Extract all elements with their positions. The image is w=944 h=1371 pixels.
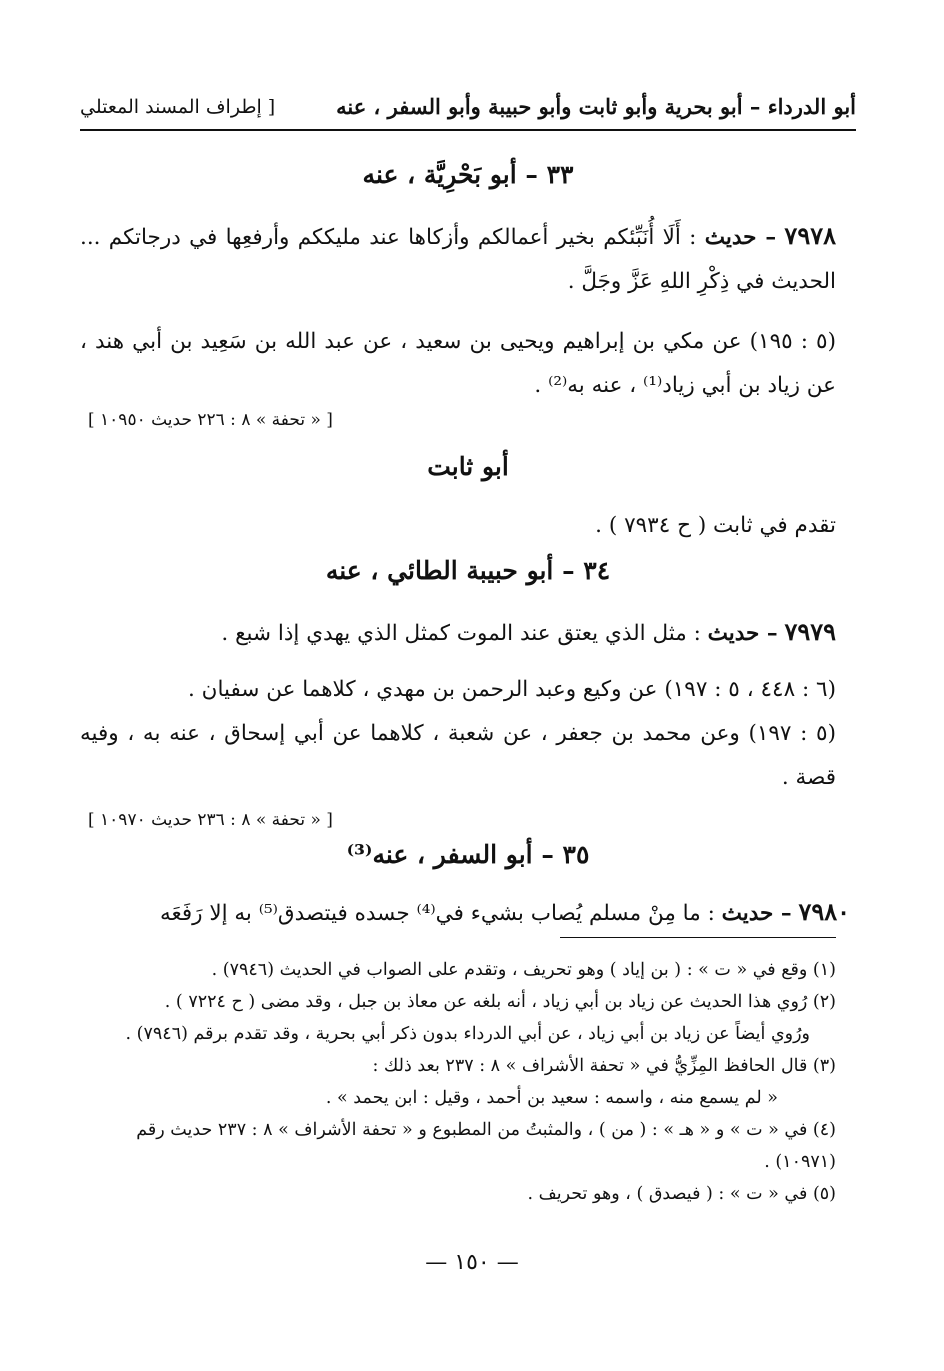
footnote-4: (٤) في « ت » و « هـ » : ( من ) ، والمثبتُ من المطبوع و « تحفة الأشراف » ٨ : ٢٣٧ حديث رقم (١٠٩٧١) . [136,1120,836,1172]
hadith-7980: ٧٩٨٠ – حديث : ما مِنْ مسلم يُصاب بشيء في⁽⁴⁾ جسده فيتصدق⁽⁵⁾ به إلا رَفَعَه [159,897,850,926]
book-title: [ إطراف المسند المعتلي [80,96,276,118]
footnotes [88,954,836,1210]
cross-reference-note: تقدم في ثابت ( ح ٧٩٣٤ ) . [595,513,836,538]
section-title-abu-thabit: أبو ثابت [427,452,509,481]
footnote-2-continued: ورُوي أيضاً عن زياد بن أبي زياد ، عن أبي الدرداء بدون ذكر أبي بحرية ، وقد تقدم برقم (٧٩٤٦) . [125,1024,810,1044]
header-rule [80,129,856,131]
footnote-rule [560,937,836,938]
section-title-33: ٣٣ – أبو بَحْرِيَّة ، عنه [362,160,574,189]
footnote-1: (١) وقع في « ت » : ( بن إياد ) وهو تحريف ، وتقدم على الصواب في الحديث (٧٩٤٦) . [211,960,836,980]
hadith-number: ٧٩٧٨ [784,221,836,250]
hadith-text: : أَلَا أُنَبِّئكم بخير أعمالكم وأزكاها عند مليككم وأرفعِها في درجاتكم ... الحديث في ذِكْرِ اللهِ عَزَّ وجَلَّ . [80,225,836,294]
footnote-5: (٥) في « ت » : ( فيصدق ) ، وهو تحريف . [527,1184,836,1204]
footnote-3: (٣) قال الحافظ المِزِّيُّ في « تحفة الأشراف » ٨ : ٢٣٧ بعد ذلك : [372,1056,836,1076]
footnote-3-quote: « لم يسمع منه ، واسمه : سعيد بن أحمد ، وقيل : ابن يحمد » . [325,1088,778,1108]
hadith-text: : مثل الذي يعتق عند الموت كمثل الذي يهدي إذا شبع . [221,621,701,646]
hadith-text: : ما مِنْ مسلم يُصاب بشيء في⁽⁴⁾ جسده فيتصدق⁽⁵⁾ به إلا رَفَعَه [159,901,715,926]
hadith-7979: ٧٩٧٩ – حديث : مثل الذي يعتق عند الموت كمثل الذي يهدي إذا شبع . [221,617,836,646]
hadith-number: ٧٩٨٠ [798,897,850,926]
running-header [80,88,856,128]
chain-7978: (٥ : ١٩٥) عن مكي بن إبراهيم ويحيى بن سعيد ، عن عبد الله بن سَعِيد بن أبي هند ، عن زياد بن أبي زياد⁽¹⁾ ، عنه به⁽²⁾ . [80,329,836,398]
hadith-label: حديث [721,901,774,926]
page-number: — ١٥٠ — [425,1250,519,1275]
section-title-34: ٣٤ – أبو حبيبة الطائي ، عنه [325,556,611,585]
hadith-number: ٧٩٧٩ [784,617,836,646]
chain-7979-b: (٥ : ١٩٧) وعن محمد بن جعفر ، عن شعبة ، كلاهما عن أبي إسحاق ، عنه به ، وفيه قصة . [80,721,836,790]
hadith-label: حديث [704,225,757,250]
tuhfa-reference-7978: [ « تحفة » ٨ : ٢٢٦ حديث ١٠٩٥٠ ] [88,410,333,430]
section-title-35: ٣٥ – أبو السفر ، عنه⁽³⁾ [346,840,590,869]
tuhfa-reference-7979: [ « تحفة » ٨ : ٢٣٦ حديث ١٠٩٧٠ ] [88,810,333,830]
footnote-2: (٢) رُوي هذا الحديث عن زياد بن أبي زياد ، أنه بلغه عن معاذ بن جبل ، وقد مضى ( ح ٧٢٢٤ ) . [164,992,836,1012]
running-title: أبو الدرداء – أبو بحرية وأبو ثابت وأبو حبيبة وأبو السفر ، عنه [336,94,856,119]
hadith-7978: ٧٩٧٨ – حديث : أَلَا أُنَبِّئكم بخير أعمالكم وأزكاها عند مليككم وأرفعِها في درجاتكم ... الحديث في ذِكْرِ اللهِ عَزَّ وجَلَّ . [80,221,836,294]
hadith-label: حديث [707,621,760,646]
chain-7979-a: (٦ : ٤٤٨ ، ٥ : ١٩٧) عن وكيع وعبد الرحمن بن مهدي ، كلاهما عن سفيان . [187,677,836,702]
